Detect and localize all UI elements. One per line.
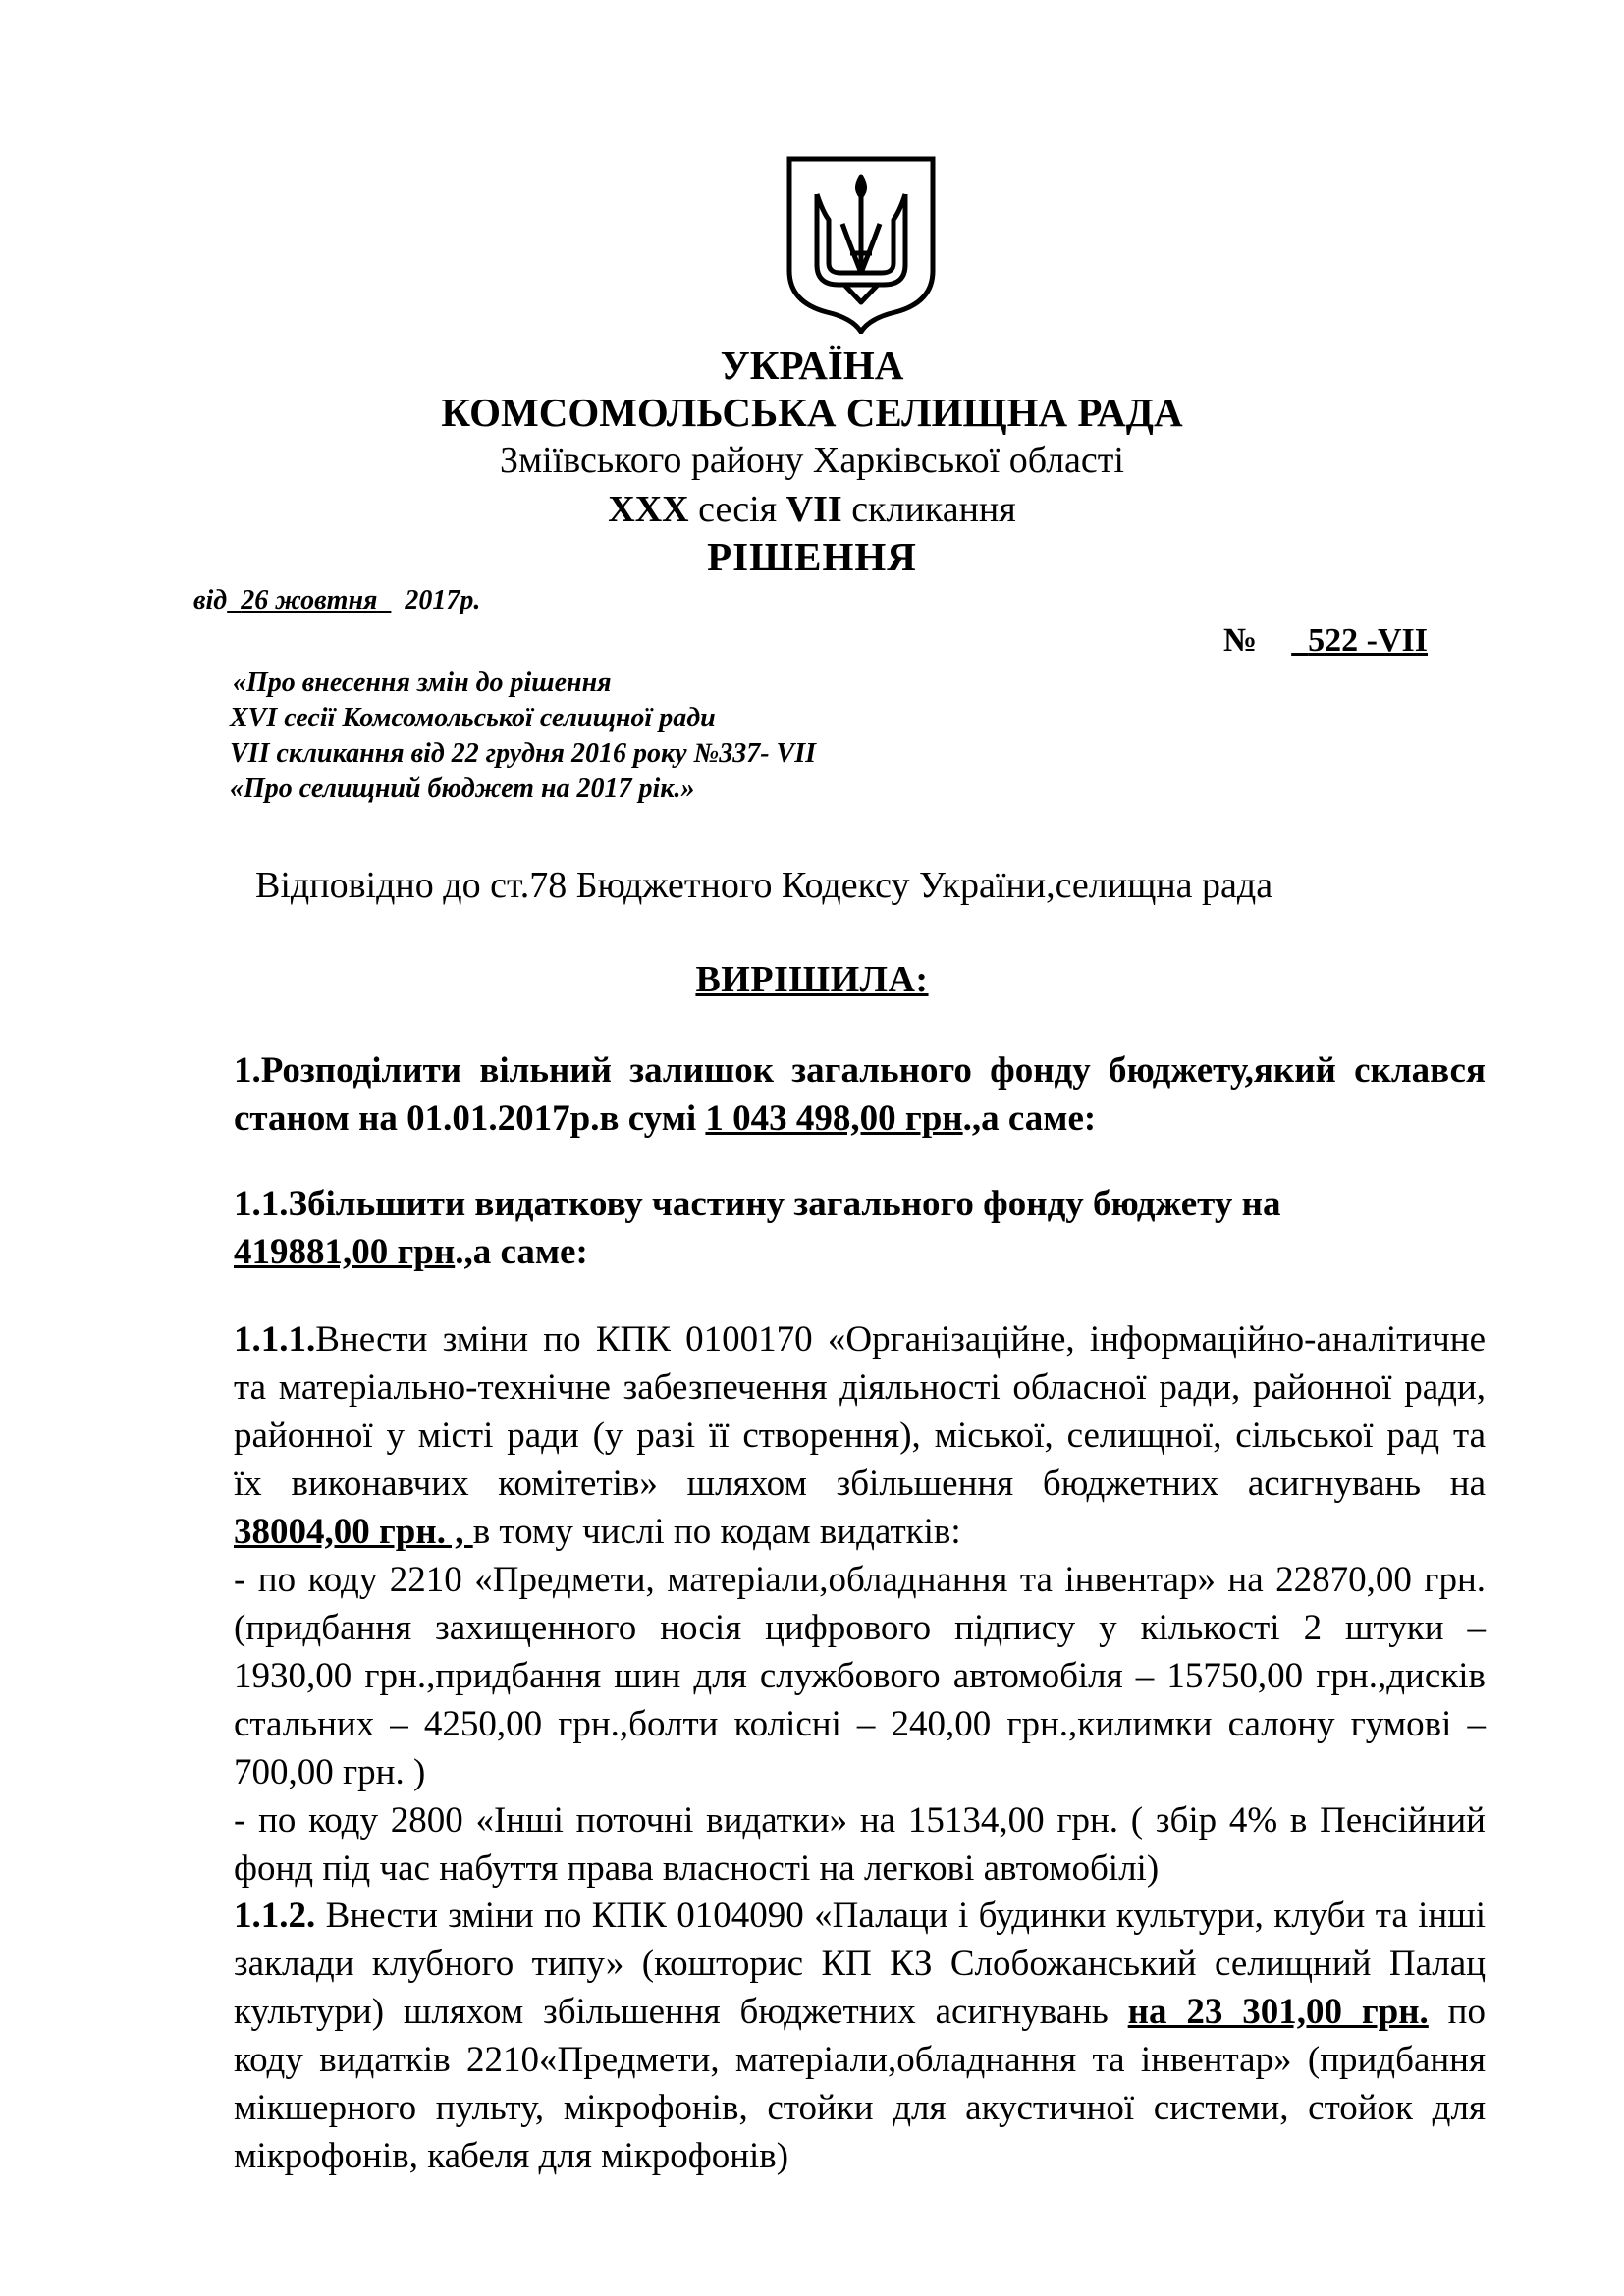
clause-1-1-2-number: 1.1.2.	[234, 1896, 316, 1936]
clause-1-1-1-line: 1.1.1.Внести зміни по КПК 0100170 «Організаційне, інформаційно-аналітичне	[234, 1319, 1486, 1360]
clause-1-1-1-line: та матеріально-технічне забезпечення діяльності обласної ради, районної ради,	[234, 1367, 1486, 1408]
legal-basis: Відповідно до ст.78 Бюджетного Кодексу України,селищна рада	[255, 865, 1273, 906]
date-prefix: від	[193, 585, 228, 615]
clause-1	[234, 1046, 1486, 1143]
clause-1-line: станом на 01.01.2017р.в сумі 1 043 498,00 грн.,а саме:	[234, 1098, 1097, 1139]
convocation-word: скликання	[851, 489, 1016, 530]
council-name: КОМСОМОЛЬСЬКА СЕЛИЩНА РАДА	[441, 390, 1183, 435]
country-name: УКРАЇНА	[720, 343, 904, 388]
district-name: Зміївського району Харківської області	[500, 440, 1124, 481]
clause-1-1-2-amount: на 23 301,00 грн.	[1127, 1992, 1429, 2032]
clause-1-amount: 1 043 498,00 грн	[705, 1098, 963, 1139]
clause-1-1-1-line: (придбання захищенного носія цифрового підпису у кількості 2 штуки –	[234, 1608, 1486, 1648]
clause-1-1-1-line: - по коду 2800 «Інші поточні видатки» на 15134,00 грн. ( збір 4% в Пенсійний	[234, 1800, 1486, 1841]
decision-date	[193, 585, 480, 616]
clause-1-1-1-line: 1930,00 грн.,придбання шин для службового автомобіля – 15750,00 грн.,дисків	[234, 1656, 1486, 1696]
number-sign: №	[1223, 622, 1258, 659]
clause-1-1-1	[234, 1315, 1486, 1893]
clause-1-1-1-line: їх виконавчих комітетів» шляхом збільшення бюджетних асигнувань на	[234, 1464, 1486, 1504]
subject-line: «Про внесення змін до рішення	[233, 667, 612, 698]
clause-1-1-2-line: 1.1.2. Внести зміни по КПК 0104090 «Палаци і будинки культури, клуби та інші	[234, 1896, 1486, 1936]
clause-1-1-line: 419881,00 грн.,а саме:	[234, 1232, 588, 1272]
clause-1-1-1-number: 1.1.1.	[234, 1319, 316, 1360]
clause-1-1-2-line: мікрофонів, кабеля для мікрофонів)	[234, 2136, 789, 2176]
session-number: XXX	[608, 489, 689, 530]
clause-1-1-1-line: - по коду 2210 «Предмети, матеріали,обладнання та інвентар» на 22870,00 грн.	[234, 1560, 1486, 1600]
clause-1-1-amount: 419881,00 грн	[234, 1232, 456, 1272]
subject-line: VII скликання від 22 грудня 2016 року №337- VII	[230, 738, 816, 769]
clause-1-1-1-line: фонд під час набуття права власності на легкові автомобілі)	[234, 1848, 1160, 1889]
clause-1-1-2-line: коду видатків 2210«Предмети, матеріали,обладнання та інвентар» (придбання	[234, 2040, 1486, 2080]
date-year: 2017р.	[405, 585, 481, 615]
session-word: сесія	[698, 489, 778, 530]
clause-1-1-1-line: районної у місті ради (у разі її створення), міської, селищної, сільської рад та	[234, 1415, 1486, 1456]
clause-1-1-2-line: мікшерного пульту, мікрофонів, стойки для акустичної системи, стойок для	[234, 2088, 1486, 2128]
decision-subject	[230, 666, 816, 807]
clause-1-1-1-line: 38004,00 грн. , в тому числі по кодам видатків:	[234, 1512, 961, 1552]
subject-line: XVI сесії Комсомольської селищної ради	[230, 703, 716, 733]
decision-number	[1223, 622, 1428, 660]
document-type: РІШЕННЯ	[707, 534, 917, 579]
subject-line: «Про селищний бюджет на 2017 рік.»	[230, 774, 695, 804]
decided-heading: ВИРІШИЛА:	[695, 959, 929, 1000]
date-day-month: 26 жовтня	[241, 585, 378, 615]
clause-1-1-2	[234, 1892, 1486, 2180]
clause-1-1-1-amount: 38004,00 грн. ,	[234, 1512, 473, 1552]
clause-1-1-2-line: заклади клубного типу» (кошторис КП КЗ Слобожанський селищний Палац	[234, 1944, 1486, 1984]
coat-of-arms-icon	[785, 155, 937, 334]
clause-1-line: 1.Розподілити вільний залишок загального фонду бюджету,який склався	[234, 1050, 1486, 1091]
session-line	[0, 491, 1624, 528]
clause-1-1	[234, 1180, 1486, 1276]
clause-1-1-1-line: 700,00 грн. )	[234, 1752, 426, 1792]
clause-1-1-2-line: культури) шляхом збільшення бюджетних асигнувань на 23 301,00 грн. по	[234, 1992, 1486, 2032]
convocation-number: VII	[785, 489, 842, 530]
clause-1-1-1-line: стальних – 4250,00 грн.,болти колісні – 240,00 грн.,килимки салону гумові –	[234, 1704, 1486, 1744]
clause-1-1-line: 1.1.Збільшити видаткову частину загального фонду бюджету на	[234, 1184, 1281, 1224]
number-value: 522 -VII	[1308, 622, 1429, 659]
